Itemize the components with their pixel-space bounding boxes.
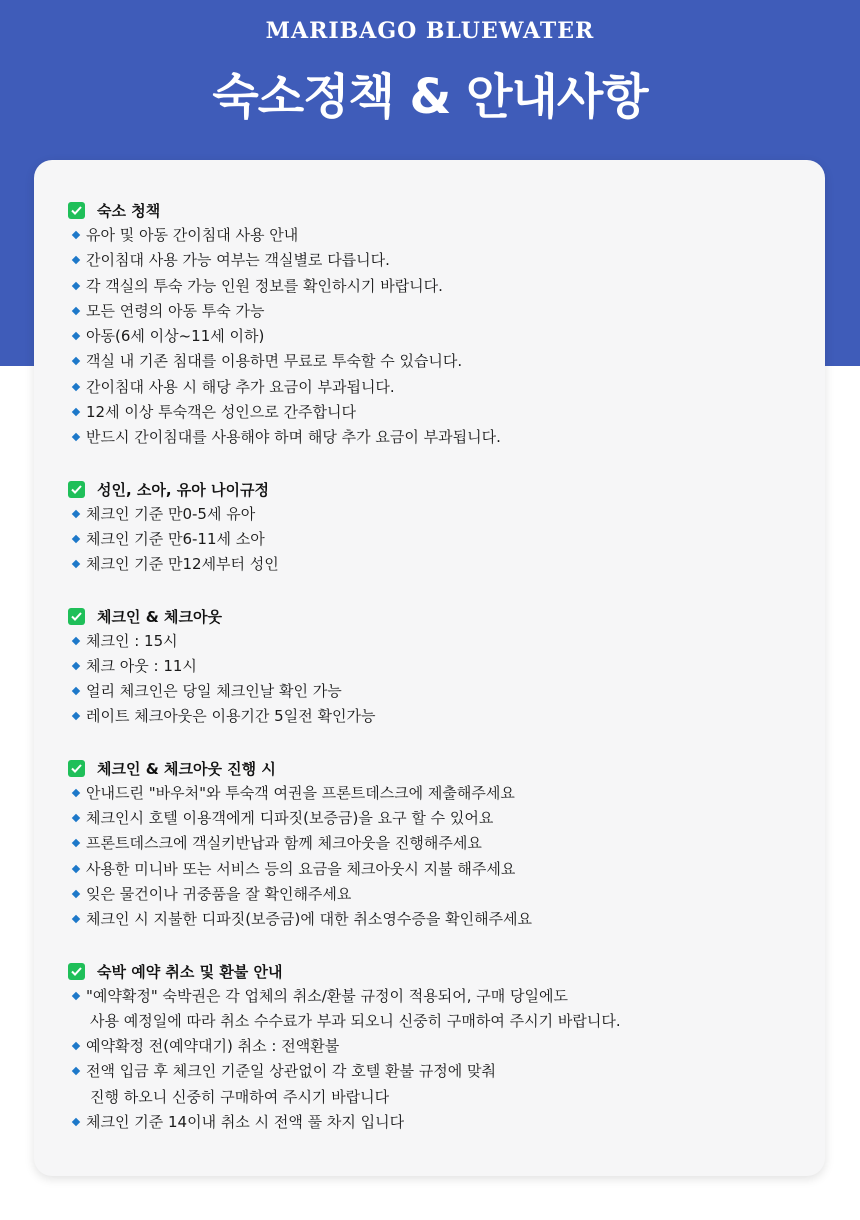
item-text: "예약확정" 숙박권은 각 업체의 취소/환불 규정이 적용되어, 구매 당일에도 bbox=[86, 986, 568, 1005]
list-item bbox=[68, 831, 825, 856]
item-text: 각 객실의 투숙 가능 인원 정보를 확인하시기 바랍니다. bbox=[86, 276, 443, 295]
diamond-icon bbox=[72, 307, 80, 315]
section-heading bbox=[68, 604, 825, 629]
brand-name: MARIBAGO BLUEWATER bbox=[265, 18, 595, 44]
item-text: 체크인 : 15시 bbox=[86, 631, 178, 650]
section-check-in-out-process bbox=[68, 756, 825, 933]
diamond-icon bbox=[72, 839, 80, 847]
check-icon bbox=[68, 608, 85, 625]
list-item bbox=[68, 857, 825, 882]
item-text: 얼리 체크인은 당일 체크인날 확인 가능 bbox=[86, 682, 342, 701]
item-text: 체크인 시 지불한 디파짓(보증금)에 대한 취소영수증을 확인해주세요 bbox=[86, 910, 533, 929]
list-item bbox=[68, 806, 825, 831]
list-item bbox=[68, 679, 825, 704]
list-item bbox=[68, 299, 825, 324]
diamond-icon bbox=[72, 408, 80, 416]
item-text: 잊은 물건이나 귀중품을 잘 확인해주세요 bbox=[86, 884, 352, 903]
section-heading bbox=[68, 198, 825, 223]
list-item bbox=[68, 984, 825, 1035]
item-text: 간이침대 사용 시 해당 추가 요금이 부과됩니다. bbox=[86, 377, 395, 396]
list-item bbox=[68, 1034, 825, 1059]
item-text: 체크 아웃 : 11시 bbox=[86, 656, 197, 675]
diamond-icon bbox=[72, 890, 80, 898]
section-heading bbox=[68, 959, 825, 984]
list-item bbox=[68, 274, 825, 299]
list-item bbox=[68, 502, 825, 527]
item-text: 체크인 기준 만0-5세 유아 bbox=[86, 504, 256, 523]
list-item bbox=[68, 704, 825, 729]
item-text: 유아 및 아동 간이침대 사용 안내 bbox=[86, 226, 299, 244]
diamond-icon bbox=[72, 1118, 80, 1126]
item-text: 객실 내 기존 침대를 이용하면 무료로 투숙할 수 있습니다. bbox=[86, 352, 463, 371]
list-item bbox=[68, 349, 825, 374]
diamond-icon bbox=[72, 712, 80, 720]
item-list bbox=[68, 223, 825, 451]
item-list bbox=[68, 629, 825, 730]
diamond-icon bbox=[72, 332, 80, 340]
item-text-continued: 진행 하오니 신중히 구매하여 주시기 바랍니다 bbox=[90, 1087, 390, 1106]
list-item bbox=[68, 527, 825, 552]
diamond-icon bbox=[72, 864, 80, 872]
section-property-policy bbox=[68, 198, 825, 451]
item-text: 반드시 간이침대를 사용해야 하며 해당 추가 요금이 부과됩니다. bbox=[86, 428, 501, 447]
check-icon bbox=[68, 963, 85, 980]
diamond-icon bbox=[72, 814, 80, 822]
list-item bbox=[68, 324, 825, 349]
item-list bbox=[68, 984, 825, 1136]
section-title: 숙소 청책 bbox=[97, 202, 161, 220]
list-item bbox=[68, 907, 825, 932]
diamond-icon bbox=[72, 915, 80, 923]
diamond-icon bbox=[72, 357, 80, 365]
list-item bbox=[68, 1110, 825, 1135]
check-icon bbox=[68, 481, 85, 498]
list-item bbox=[68, 629, 825, 654]
diamond-icon bbox=[72, 256, 80, 264]
list-item bbox=[68, 248, 825, 273]
section-title: 성인, 소아, 유아 나이규정 bbox=[97, 480, 269, 499]
list-item bbox=[68, 552, 825, 577]
diamond-icon bbox=[72, 433, 80, 441]
list-item bbox=[68, 882, 825, 907]
check-icon bbox=[68, 760, 85, 777]
list-item bbox=[68, 654, 825, 679]
diamond-icon bbox=[72, 383, 80, 391]
section-title: 체크인 & 체크아웃 진행 시 bbox=[97, 759, 276, 778]
item-text: 간이침대 사용 가능 여부는 객실별로 다릅니다. bbox=[86, 251, 390, 270]
list-item bbox=[68, 223, 825, 248]
diamond-icon bbox=[72, 789, 80, 797]
item-text: 체크인 기준 만6-11세 소아 bbox=[86, 529, 265, 548]
item-text: 아동(6세 이상~11세 이하) bbox=[86, 327, 265, 346]
list-item bbox=[68, 375, 825, 400]
section-title: 숙박 예약 취소 및 환불 안내 bbox=[97, 962, 283, 981]
diamond-icon bbox=[72, 662, 80, 670]
section-heading bbox=[68, 477, 825, 502]
item-text: 체크인 기준 14이내 취소 시 전액 풀 차지 입니다 bbox=[86, 1113, 405, 1132]
item-text: 체크인시 호텔 이용객에게 디파짓(보증금)을 요구 할 수 있어요 bbox=[86, 809, 494, 828]
item-text-continued: 사용 예정일에 따라 취소 수수료가 부과 되오니 신중히 구매하여 주시기 바랍니다. bbox=[90, 1011, 621, 1030]
section-heading bbox=[68, 756, 825, 781]
diamond-icon bbox=[72, 687, 80, 695]
diamond-icon bbox=[72, 231, 80, 239]
item-text: 전액 입금 후 체크인 기준일 상관없이 각 호텔 환불 규정에 맞춰 bbox=[86, 1062, 496, 1081]
diamond-icon bbox=[72, 509, 80, 517]
section-check-in-out bbox=[68, 604, 825, 730]
item-text: 레이트 체크아웃은 이용기간 5일전 확인가능 bbox=[86, 707, 376, 726]
diamond-icon bbox=[72, 1042, 80, 1050]
item-list bbox=[68, 781, 825, 933]
diamond-icon bbox=[72, 535, 80, 543]
diamond-icon bbox=[72, 1067, 80, 1075]
item-text: 12세 이상 투숙객은 성인으로 간주합니다 bbox=[86, 403, 357, 422]
policy-card bbox=[34, 160, 825, 1176]
item-text: 모든 연령의 아동 투숙 가능 bbox=[86, 301, 265, 320]
item-list bbox=[68, 502, 825, 578]
section-cancellation-refund bbox=[68, 959, 825, 1136]
item-text: 체크인 기준 만12세부터 성인 bbox=[86, 555, 279, 574]
item-text: 안내드린 "바우처"와 투숙객 여권을 프론트데스크에 제출해주세요 bbox=[86, 783, 515, 802]
item-text: 예약확정 전(예약대기) 취소 : 전액환불 bbox=[86, 1037, 340, 1056]
diamond-icon bbox=[72, 636, 80, 644]
item-text: 사용한 미니바 또는 서비스 등의 요금을 체크아웃시 지불 해주세요 bbox=[86, 859, 516, 878]
diamond-icon bbox=[72, 991, 80, 999]
section-title: 체크인 & 체크아웃 bbox=[97, 607, 222, 626]
section-age-rules bbox=[68, 477, 825, 578]
list-item bbox=[68, 781, 825, 806]
diamond-icon bbox=[72, 281, 80, 289]
list-item bbox=[68, 400, 825, 425]
item-text: 프론트데스크에 객실키반납과 함께 체크아웃을 진행해주세요 bbox=[86, 834, 482, 853]
check-icon bbox=[68, 202, 85, 219]
list-item bbox=[68, 425, 825, 450]
list-item bbox=[68, 1059, 825, 1110]
page-title: 숙소정책 & 안내사항 bbox=[212, 69, 648, 125]
diamond-icon bbox=[72, 560, 80, 568]
